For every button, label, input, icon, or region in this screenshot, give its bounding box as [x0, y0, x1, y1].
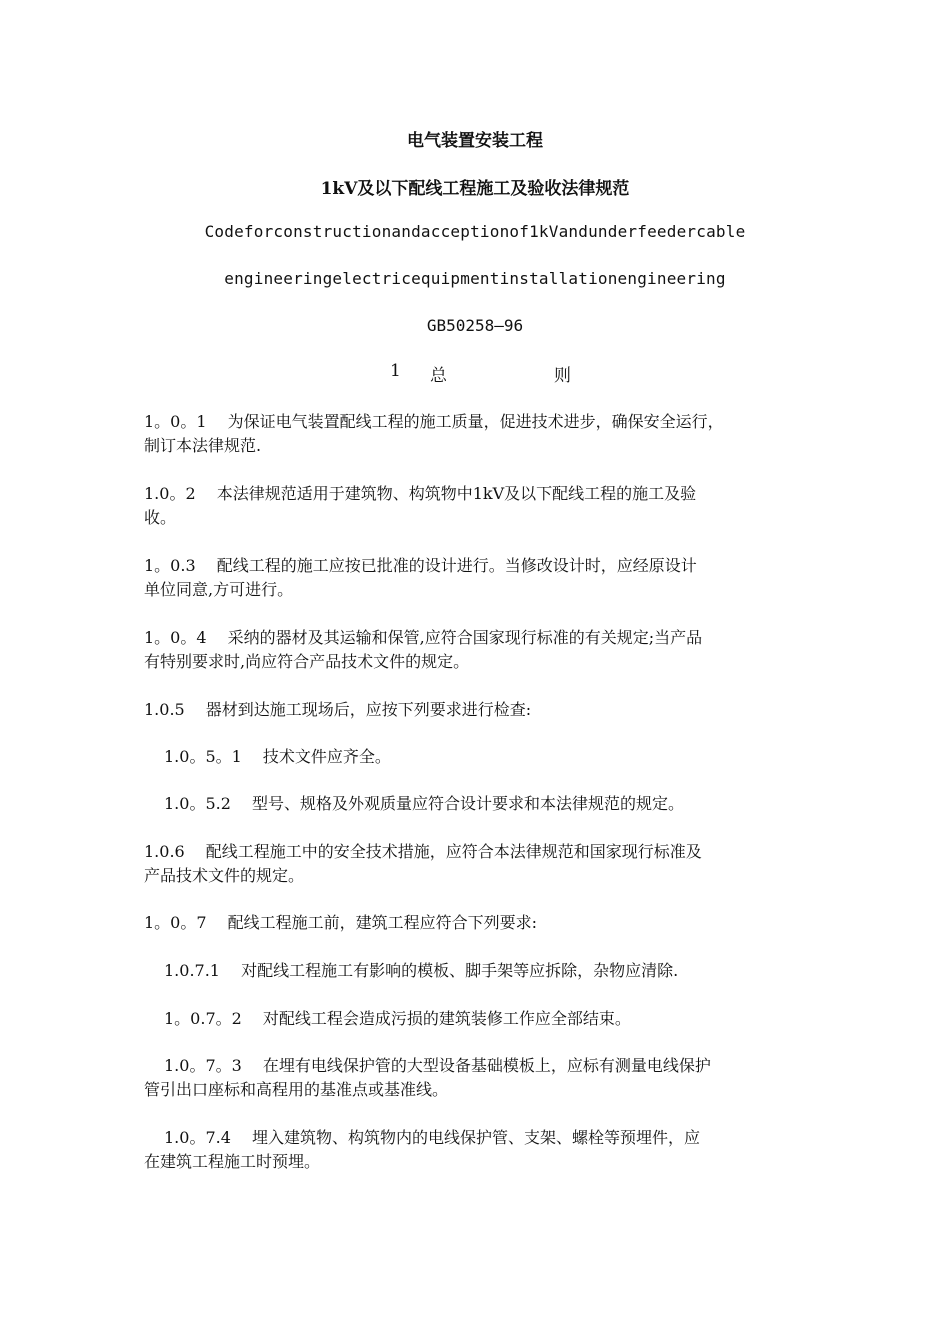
clause-line: 单位同意,方可进行。	[144, 580, 294, 599]
clause-line: 产品技术文件的规定。	[144, 866, 305, 885]
clause-1-0-5-1	[164, 745, 844, 769]
clause-line: 1.0.7.1 对配线工程施工有影响的模板、脚手架等应拆除，杂物应清除.	[164, 961, 679, 980]
clause-1-0-1	[144, 410, 824, 458]
clause-line: 1。0.3 配线工程的施工应按已批准的设计进行。当修改设计时，应经原设计	[144, 556, 697, 575]
clause-1-0-2	[144, 482, 824, 530]
document-subtitle-cn: 1kV及以下配线工程施工及验收法律规范	[320, 179, 630, 199]
chapter-title-part-a: 总	[430, 366, 447, 386]
chapter-title-part-b: 则	[554, 366, 571, 386]
document-title-en-line2: engineeringelectricequipmentinstallationengineering	[224, 269, 726, 288]
clause-line: 1。0.7。2 对配线工程会造成污损的建筑装修工作应全部结束。	[164, 1009, 631, 1028]
clause-line: 1.0。7。3 在埋有电线保护管的大型设备基础模板上，应标有测量电线保护	[164, 1056, 711, 1075]
clause-1-0-5	[144, 698, 824, 722]
clause-line: 1.0.6 配线工程施工中的安全技术措施，应符合本法律规范和国家现行标准及	[144, 842, 702, 861]
standard-code: GB50258—96	[426, 316, 524, 335]
chapter-number: 1	[390, 361, 401, 381]
clause-line: 1.0。5。1 技术文件应齐全。	[164, 747, 391, 766]
clause-line: 1.0。5.2 型号、规格及外观质量应符合设计要求和本法律规范的规定。	[164, 794, 684, 813]
clause-1-0-7	[144, 911, 824, 935]
clause-line: 制订本法律规范.	[144, 436, 262, 455]
clause-line: 1。0。1 为保证电气装置配线工程的施工质量，促进技术进步，确保安全运行，	[144, 412, 724, 431]
clause-line: 管引出口座标和高程用的基准点或基准线。	[144, 1080, 449, 1099]
clause-1-0-7-4	[144, 1126, 824, 1174]
clause-line: 在建筑工程施工时预埋。	[144, 1152, 321, 1171]
clause-1-0-7-1	[164, 959, 844, 983]
clause-1-0-3	[144, 554, 824, 602]
clause-1-0-7-3	[144, 1054, 824, 1102]
clause-line: 1.0。7.4 埋入建筑物、构筑物内的电线保护管、支架、螺栓等预埋件，应	[164, 1128, 700, 1147]
clause-line: 1。0。4 采纳的器材及其运输和保管,应符合国家现行标准的有关规定;当产品	[144, 628, 703, 647]
clause-1-0-7-2	[164, 1007, 844, 1031]
document-title-en-line1: Codeforconstructionandacceptionof1kVandunderfeedercable	[204, 222, 746, 241]
clause-line: 收。	[144, 508, 177, 527]
document-title-cn: 电气装置安装工程	[407, 131, 543, 151]
clause-1-0-6	[144, 840, 824, 888]
clause-line: 1.0.5 器材到达施工现场后，应按下列要求进行检查:	[144, 700, 532, 719]
clause-line: 有特别要求时,尚应符合产品技术文件的规定。	[144, 652, 470, 671]
clause-line: 1。0。7 配线工程施工前，建筑工程应符合下列要求:	[144, 913, 538, 932]
clause-line: 1.0。2 本法律规范适用于建筑物、构筑物中1kV及以下配线工程的施工及验	[144, 484, 697, 503]
clause-1-0-4	[144, 626, 824, 674]
clause-1-0-5-2	[164, 792, 844, 816]
